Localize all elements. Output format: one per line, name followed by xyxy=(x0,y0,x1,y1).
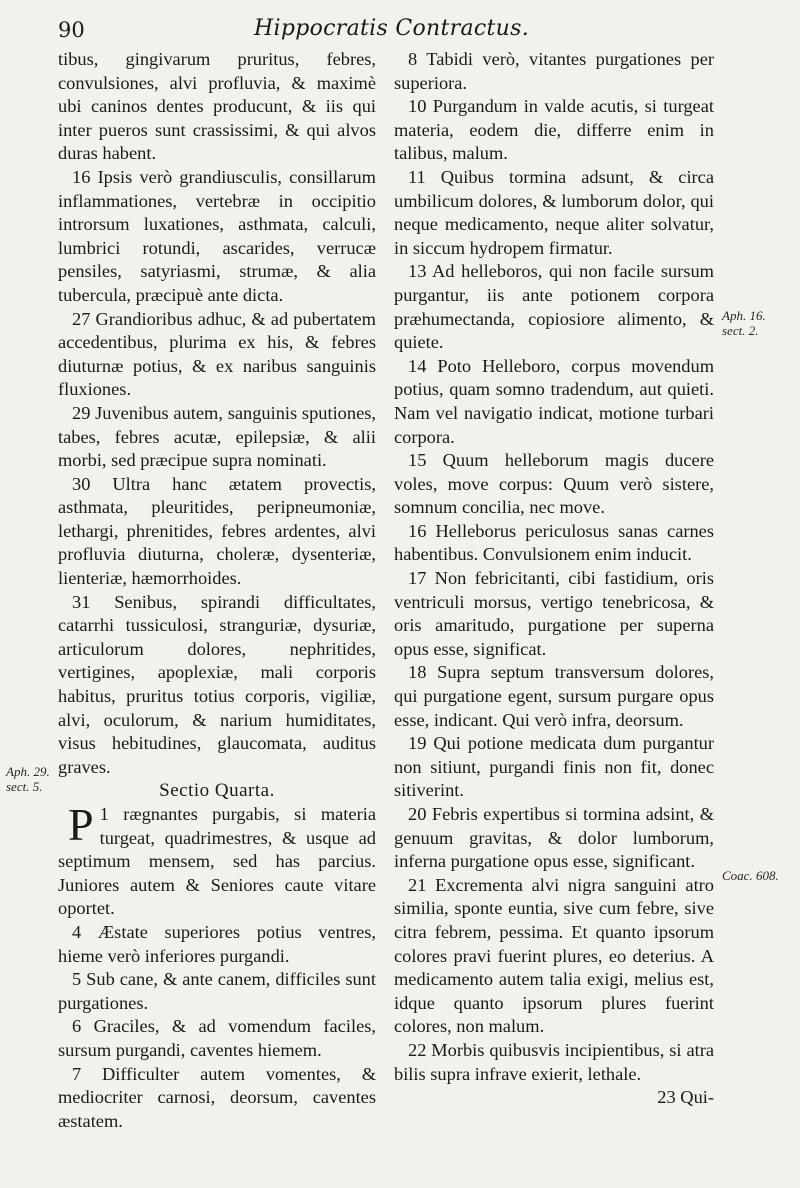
margin-note-left: Aph. 29. sect. 5. xyxy=(6,764,50,794)
aphorism-20: 20 Febris expertibus si tormina adsint, & genuum gravitas, & dolor lumborum, inferna purgatione opus esse, significant. xyxy=(394,804,714,872)
aphorism-19: 19 Qui potione medicata dum purgantur non sitiunt, purgandi finis non fit, donec sitiverint. xyxy=(394,733,714,801)
aphorism-10: 10 Purgandum in valde acutis, si turgeat materia, eodem die, differre enim in talibus, malum. xyxy=(394,96,714,164)
section-title: Sectio Quarta. xyxy=(159,780,275,802)
right-column xyxy=(394,48,714,1110)
aphorism-31: 31 Senibus, spirandi difficultates, catarrhi tussiculosi, stranguriæ, dysuriæ, articulorum dolores, nephritides, vertigines, apoplexiæ, mali corporis habitus, pruritus totius corporis, vigiliæ, alvi, oculorum, & narium humiditates, visus hebitudines, glaucomata, auditus graves. xyxy=(58,591,376,777)
aphorism-29: 29 Juvenibus autem, sanguinis sputiones, tabes, febres acutæ, epilepsiæ, & alii morbi, sed præcipue supra nominati. xyxy=(58,402,376,471)
aphorism-16: 16 Ipsis verò grandiusculis, consillarum inflammationes, vertebræ in occipitio introrsum luxationes, asthmata, calculi, lumbrici rotundi, ascarides, verrucæ pensiles, satyriasmi, strumæ, & alia tubercula, præcipuè ante dicta. xyxy=(58,166,376,305)
aphorism-27: 27 Grandioribus adhuc, & ad pubertatem accedentibus, plurima ex his, & febres diuturnæ potius, & ex naribus sanguinis fluxiones. xyxy=(58,308,376,400)
left-column xyxy=(58,48,376,1133)
aphorism-16-right: 16 Helleborus periculosus sanas carnes habentibus. Convulsionem enim inducit. xyxy=(394,520,714,565)
aphorism-8: 8 Tabidi verò, vitantes purgationes per superiora. xyxy=(394,49,714,93)
aphorism-30: 30 Ultra hanc ætatem provectis, asthmata, pleuritides, peripneumoniæ, lethargi, phrenitides, febres ardentes, alvi profluvia diuturna, choleræ, dysenteriæ, lienteriæ, hæmorrhoides. xyxy=(58,473,376,589)
aphorism-11: 11 Quibus tormina adsunt, & circa umbilicum dolores, & lumborum dolor, qui neque medicamento, neque aliter solvatur, in siccum hydropem firmatur. xyxy=(394,166,714,258)
aphorism-14: 14 Poto Helleboro, corpus movendum potius, quam somno tradendum, aut quieti. Nam vel navigatio indicat, motione turbari corpora. xyxy=(394,355,714,447)
aphorism-4: 4 Æstate superiores potius ventres, hieme verò inferiores purgandi. xyxy=(58,921,376,966)
paragraph-continuation: tibus, gingivarum pruritus, febres, convulsiones, alvi profluvia, & maximè ubi caninos dentes producunt, & iis qui inter pueros sunt crassissimi, & qui alvos duras habent. xyxy=(58,49,376,164)
page-number: 90 xyxy=(58,18,85,42)
aphorism-1-number: 1 xyxy=(99,804,109,824)
aphorism-21: 21 Excrementa alvi nigra sanguini atro similia, sponte euntia, sive cum febre, sive citra febrem, pessima. Et quanto ipsorum colores pravi fuerint plures, eo deterius. A medicamento autem talia exigi, melius est, idque quanto ipsorum plures fuerint colores, non malum. xyxy=(394,874,714,1037)
aphorism-1 xyxy=(58,799,376,921)
aphorism-22: 22 Morbis quibusvis incipientibus, si atra bilis supra infrave exierit, lethale. xyxy=(394,1039,714,1084)
drop-cap: P xyxy=(68,799,94,850)
catchword: 23 Qui- xyxy=(657,1087,714,1108)
aphorism-13: 13 Ad helleboros, qui non facile sursum purgantur, iis ante potionem corpora præhumectanda, copiosiore alimento, & quiete. xyxy=(394,261,714,353)
aphorism-1-text: rægnantes purgabis, si materia turgeat, quadrimestres, & usque ad septimum mensem, sed has parcius. Juniores autem & Seniores caute vitare oportet. xyxy=(58,804,376,919)
margin-note-right-1: Aph. 16. sect. 2. xyxy=(722,308,766,338)
aphorism-5: 5 Sub cane, & ante canem, difficiles sunt purgationes. xyxy=(58,969,376,1013)
aphorism-15: 15 Quum helleborum magis ducere voles, move corpus: Quum verò sistere, somnum concilia, nec move. xyxy=(394,450,714,518)
running-title: Hippocratis Contractus. xyxy=(254,16,529,41)
aphorism-6: 6 Graciles, & ad vomendum faciles, sursum purgandi, caventes hiemem. xyxy=(58,1016,376,1060)
aphorism-17: 17 Non febricitanti, cibi fastidium, oris ventriculi morsus, vertigo tenebricosa, & oris amaritudo, purgatione per superna opus esse, significat. xyxy=(394,568,714,659)
margin-note-right-2: Coac. 608. xyxy=(722,868,779,883)
aphorism-18: 18 Supra septum transversum dolores, qui purgatione egent, sursum purgare opus esse, indicant. Qui verò infra, deorsum. xyxy=(394,662,714,730)
aphorism-7: 7 Difficulter autem vomentes, & mediocriter carnosi, deorsum, caventes æstatem. xyxy=(58,1063,376,1131)
